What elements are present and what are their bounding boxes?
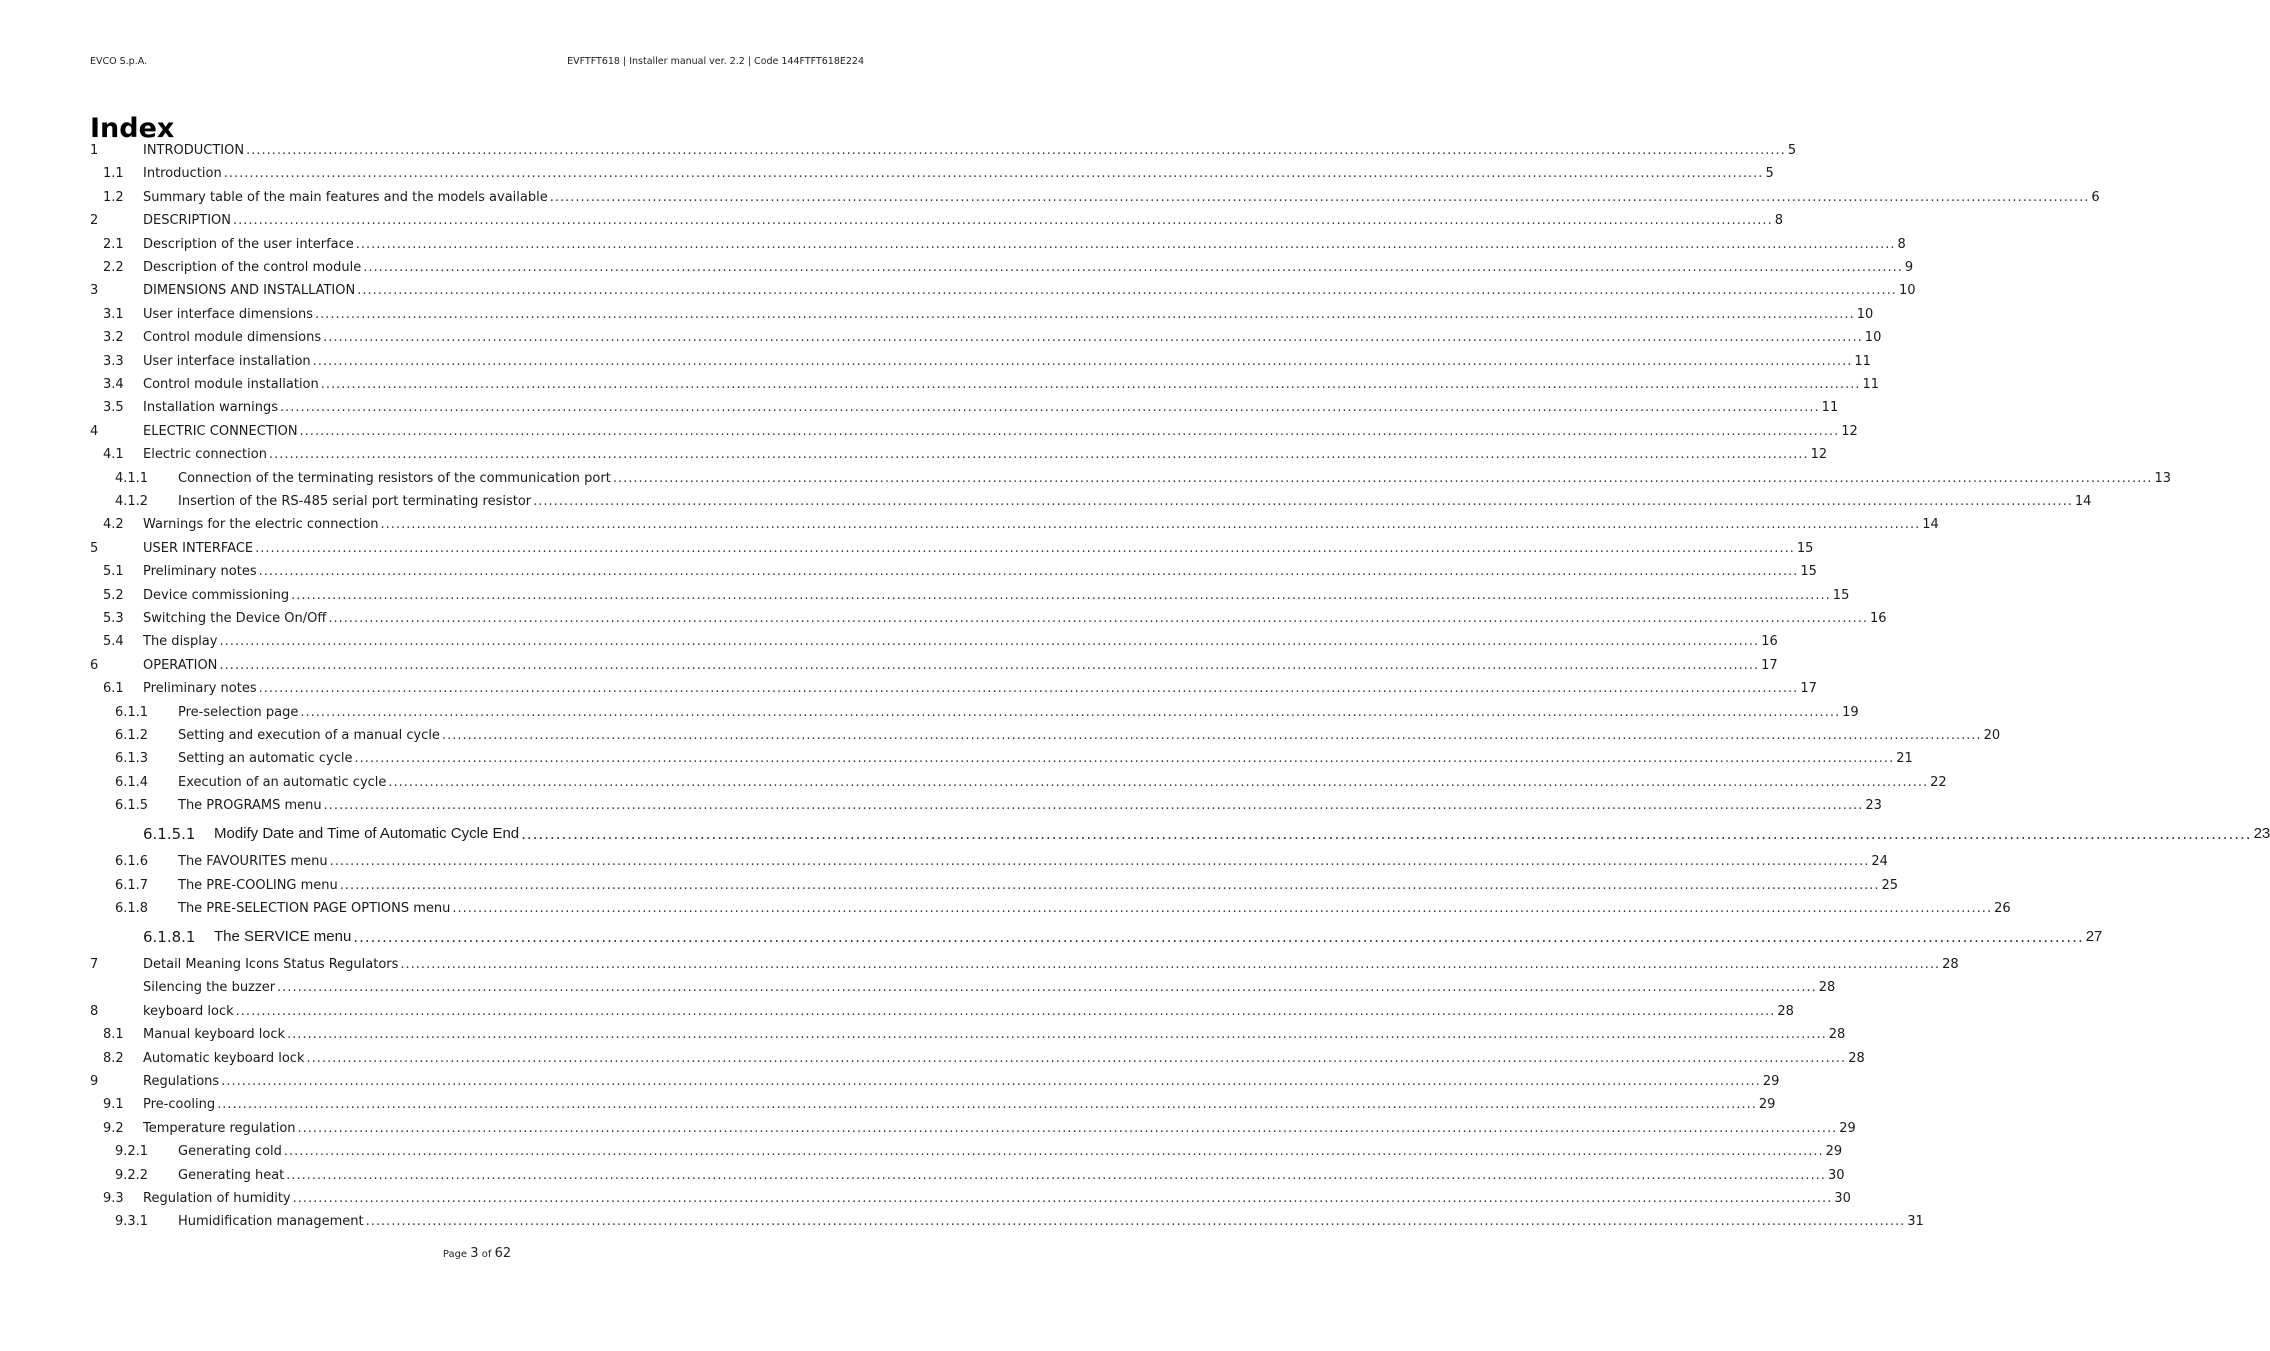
toc-entry-label: Setting an automatic cycle	[178, 751, 353, 767]
toc-entry[interactable]	[90, 516, 1939, 534]
toc-entry-line	[143, 1003, 1794, 1020]
toc-entry[interactable]	[90, 877, 1899, 895]
toc-entry-page: 13	[2154, 470, 2172, 486]
toc-entry-page: 22	[1930, 774, 1947, 790]
toc-entry-label: Description of the control module	[143, 260, 362, 275]
toc-entry-page: 11	[1854, 353, 1871, 369]
toc-entry-number: 4.2	[103, 517, 124, 533]
toc-leader-dots: ............................................................................................................................................................................................................................................................................................................	[283, 1144, 1824, 1160]
toc-entry-number: 3.3	[103, 353, 124, 369]
toc-entry[interactable]	[90, 1003, 1794, 1021]
toc-entry-label: Pre-selection page	[178, 704, 299, 720]
toc-entry-number: 6	[90, 657, 99, 673]
toc-leader-dots: ............................................................................................................................................................................................................................................................................................................	[287, 1027, 1827, 1043]
toc-leader-dots: ............................................................................................................................................................................................................................................................................................................	[235, 1003, 1776, 1019]
footer-current-page: 3	[470, 1246, 479, 1261]
toc-leader-dots: ............................................................................................................................................................................................................................................................................................................	[297, 1120, 1838, 1136]
toc-entry-number: 9.2	[103, 1120, 124, 1136]
toc-entry[interactable]	[90, 189, 2100, 207]
toc-entry[interactable]	[90, 306, 1874, 324]
toc-leader-dots: ............................................................................................................................................................................................................................................................................................................	[258, 681, 1799, 697]
toc-entry-page: 5	[1765, 166, 1774, 182]
toc-leader-dots: ............................................................................................................................................................................................................................................................................................................	[521, 825, 2252, 844]
toc-entry-page: 17	[1761, 657, 1778, 673]
toc-entry-number: 6.1.2	[115, 728, 149, 743]
toc-entry[interactable]	[90, 470, 2172, 488]
toc-entry[interactable]	[90, 1143, 1843, 1161]
toc-entry[interactable]	[90, 750, 1913, 768]
toc-entry-number: 6.1.6	[115, 854, 149, 870]
toc-entry-page: 8	[1774, 213, 1783, 229]
toc-leader-dots: ............................................................................................................................................................................................................................................................................................................	[219, 657, 1760, 673]
header-doc-ref: EVFTFT618 | Installer manual ver. 2.2 | Code 144FTFT618E224	[567, 56, 864, 67]
toc-entry-page: 15	[1796, 540, 1814, 556]
page-title: Index	[90, 113, 175, 144]
toc-leader-dots: ............................................................................................................................................................................................................................................................................................................	[323, 330, 1863, 346]
toc-entry-line	[178, 901, 2011, 917]
toc-leader-dots: ............................................................................................................................................................................................................................................................................................................	[365, 1214, 1906, 1230]
toc-entry-label: The FAVOURITES menu	[178, 854, 328, 870]
toc-entry-page: 26	[1994, 901, 2011, 916]
toc-leader-dots: ............................................................................................................................................................................................................................................................................................................	[323, 798, 1864, 814]
toc-entry[interactable]	[90, 423, 1858, 441]
toc-entry[interactable]	[90, 900, 2011, 918]
toc-entry[interactable]	[90, 165, 1774, 183]
toc-entry-number: 6.1.5.1	[143, 825, 196, 844]
toc-entry-page: 5	[1787, 143, 1797, 158]
toc-entry-page: 21	[1896, 751, 1913, 767]
toc-entry-page: 29	[1825, 1144, 1843, 1160]
toc-entry-label: User interface installation	[143, 353, 311, 369]
toc-entry-label: DIMENSIONS AND INSTALLATION	[143, 283, 356, 299]
toc-entry-label: INTRODUCTION	[143, 143, 245, 158]
toc-entry[interactable]	[90, 1120, 1856, 1138]
toc-entry-number: 5.4	[103, 634, 124, 650]
toc-entry-line	[178, 1214, 1924, 1230]
toc-entry-label: Connection of the terminating resistors of the communication port	[178, 470, 611, 486]
toc-entry-page: 24	[1871, 854, 1888, 870]
toc-entry-number: 6.1	[103, 681, 124, 697]
toc-entry-label: DESCRIPTION	[143, 213, 231, 229]
toc-entry-label: Summary table of the main features and the models available	[143, 189, 548, 205]
toc-entry-line	[178, 1144, 1843, 1160]
toc-entry-line	[143, 611, 1887, 627]
toc-entry-line	[143, 143, 1797, 159]
toc-entry-number: 9	[90, 1074, 99, 1089]
toc-leader-dots: ............................................................................................................................................................................................................................................................................................................	[292, 1191, 1833, 1206]
toc-leader-dots: ............................................................................................................................................................................................................................................................................................................	[306, 1050, 1847, 1066]
toc-entry-label: Execution of an automatic cycle	[178, 774, 387, 790]
toc-entry-label: Humidification management	[178, 1214, 364, 1230]
toc-entry-label: Setting and execution of a manual cycle	[178, 728, 440, 743]
toc-entry[interactable]	[90, 376, 1880, 394]
toc-leader-dots: ............................................................................................................................................................................................................................................................................................................	[328, 611, 1869, 626]
toc-entry-page: 11	[1821, 400, 1839, 416]
toc-leader-dots: ............................................................................................................................................................................................................................................................................................................	[400, 957, 1941, 972]
toc-entry[interactable]	[90, 1050, 1865, 1068]
toc-leader-dots: ............................................................................................................................................................................................................................................................................................................	[549, 189, 2090, 205]
toc-entry[interactable]	[90, 587, 1850, 605]
footer-of: of	[481, 1249, 492, 1260]
toc-leader-dots: ............................................................................................................................................................................................................................................................................................................	[246, 143, 1786, 158]
toc-entry-number: 3.1	[103, 306, 124, 322]
toc-entry[interactable]	[90, 853, 1888, 871]
toc-entry-label: Preliminary notes	[143, 681, 257, 697]
toc-entry-number: 4.1.2	[115, 494, 149, 509]
toc-entry-line	[143, 634, 1778, 650]
toc-entry[interactable]	[90, 540, 1814, 558]
page-footer	[0, 1246, 954, 1261]
toc-entry-line	[143, 517, 1939, 533]
toc-entry[interactable]	[90, 259, 1914, 277]
toc-entry-number: 8.2	[103, 1050, 124, 1066]
toc-leader-dots: ............................................................................................................................................................................................................................................................................................................	[291, 587, 1831, 603]
toc-leader-dots: ............................................................................................................................................................................................................................................................................................................	[312, 353, 1853, 369]
toc-entry-number: 7	[90, 957, 99, 972]
toc-entry-line	[178, 494, 2092, 510]
toc-entry-number: 2.1	[103, 236, 124, 252]
toc-entry-number: 9.1	[103, 1097, 124, 1113]
toc-entry-number: 6.1.1	[115, 704, 149, 720]
toc-entry[interactable]	[90, 493, 2092, 511]
toc-entry-number: 5.1	[103, 564, 124, 580]
toc-entry-line	[143, 213, 1783, 229]
toc-entry-label: Switching the Device On/Off	[143, 611, 327, 626]
toc-entry-label: Electric connection	[143, 447, 267, 463]
toc-entry[interactable]	[90, 563, 1817, 581]
toc-entry-line	[143, 587, 1850, 604]
toc-entry-page: 31	[1907, 1214, 1924, 1230]
toc-leader-dots: ............................................................................................................................................................................................................................................................................................................	[353, 928, 2084, 946]
toc-entry-page: 19	[1842, 704, 1859, 720]
toc-entry-line	[143, 353, 1871, 370]
toc-entry-label: Installation warnings	[143, 400, 278, 416]
toc-entry-page: 30	[1827, 1167, 1845, 1183]
toc-entry[interactable]	[90, 1190, 1851, 1208]
toc-entry-number: 4.1	[103, 447, 124, 463]
toc-entry-label: Description of the user interface	[143, 236, 354, 252]
toc-entry-line	[143, 306, 1874, 323]
toc-entry[interactable]	[90, 142, 1797, 160]
toc-entry-number: 6.1.8	[115, 901, 149, 916]
toc-entry[interactable]	[90, 928, 2103, 946]
toc-entry[interactable]	[90, 704, 1859, 722]
toc-leader-dots: ............................................................................................................................................................................................................................................................................................................	[223, 166, 1764, 182]
toc-entry-page: 28	[1828, 1027, 1846, 1043]
toc-entry-label: Automatic keyboard lock	[143, 1050, 305, 1066]
toc-entry[interactable]	[90, 212, 1783, 230]
toc-entry-label: Manual keyboard lock	[143, 1027, 286, 1043]
toc-entry-page: 15	[1832, 587, 1850, 603]
toc-leader-dots: ............................................................................................................................................................................................................................................................................................................	[279, 400, 1820, 416]
toc-leader-dots: ............................................................................................................................................................................................................................................................................................................	[299, 423, 1840, 439]
toc-leader-dots: ............................................................................................................................................................................................................................................................................................................	[363, 260, 1903, 275]
toc-entry[interactable]	[90, 610, 1887, 628]
toc-entry[interactable]	[90, 282, 1916, 300]
toc-leader-dots: ............................................................................................................................................................................................................................................................................................................	[612, 470, 2153, 486]
toc-entry-line	[214, 928, 2103, 946]
toc-entry-page: 20	[1983, 728, 2001, 743]
toc-leader-dots: ............................................................................................................................................................................................................................................................................................................	[258, 564, 1799, 580]
toc-leader-dots: ............................................................................................................................................................................................................................................................................................................	[233, 213, 1773, 229]
footer-total-pages: 62	[494, 1246, 512, 1261]
toc-entry-line	[143, 236, 1906, 253]
toc-entry-number: 6.1.8.1	[143, 928, 196, 946]
toc-entry-label: ELECTRIC CONNECTION	[143, 423, 298, 439]
toc-entry-label: The PRE-SELECTION PAGE OPTIONS menu	[178, 901, 451, 916]
toc-entry-page: 28	[1942, 957, 1959, 972]
toc-entry-number: 6.1.4	[115, 774, 149, 790]
toc-entry-label: Modify Date and Time of Automatic Cycle End	[214, 825, 520, 843]
toc-leader-dots: ............................................................................................................................................................................................................................................................................................................	[329, 854, 1870, 870]
toc-entry-page: 10	[1864, 330, 1882, 346]
toc-entry-number: 6.1.5	[115, 798, 149, 814]
toc-entry-page: 25	[1881, 877, 1899, 893]
toc-entry-page: 30	[1834, 1191, 1851, 1206]
toc-entry-page: 16	[1870, 611, 1887, 626]
toc-leader-dots: ............................................................................................................................................................................................................................................................................................................	[388, 774, 1929, 790]
toc-entry-line	[143, 1050, 1865, 1067]
toc-leader-dots: ............................................................................................................................................................................................................................................................................................................	[355, 236, 1896, 252]
toc-entry[interactable]	[90, 657, 1778, 675]
toc-entry-number: 4.1.1	[115, 470, 149, 486]
toc-entry-page: 9	[1904, 260, 1914, 275]
toc-leader-dots: ............................................................................................................................................................................................................................................................................................................	[380, 517, 1921, 533]
toc-entry[interactable]	[90, 979, 1836, 997]
toc-entry-label: The PROGRAMS menu	[178, 798, 322, 814]
toc-leader-dots: ............................................................................................................................................................................................................................................................................................................	[221, 1074, 1761, 1089]
toc-entry-label: Insertion of the RS-485 serial port terminating resistor	[178, 494, 532, 509]
toc-entry-line	[143, 980, 1836, 996]
toc-entry-line	[143, 957, 1959, 973]
toc-entry-number: 1.1	[103, 166, 124, 182]
toc-entry[interactable]	[90, 446, 1828, 464]
toc-entry-line	[178, 877, 1899, 894]
toc-entry-label: Introduction	[143, 166, 222, 182]
toc-leader-dots: ............................................................................................................................................................................................................................................................................................................	[357, 283, 1897, 299]
toc-entry-page: 16	[1761, 634, 1778, 650]
toc-leader-dots: ............................................................................................................................................................................................................................................................................................................	[320, 377, 1861, 392]
toc-entry-line	[178, 798, 1882, 814]
toc-entry-line	[214, 825, 2270, 844]
toc-entry-label: Silencing the buzzer	[143, 980, 276, 996]
toc-entry-page: 29	[1758, 1097, 1776, 1113]
toc-leader-dots: ............................................................................................................................................................................................................................................................................................................	[255, 540, 1795, 556]
toc-entry[interactable]	[90, 727, 2001, 745]
toc-leader-dots: ............................................................................................................................................................................................................................................................................................................	[300, 704, 1841, 720]
toc-entry[interactable]	[90, 1213, 1924, 1231]
toc-entry[interactable]	[90, 956, 1959, 974]
toc-entry-number: 3.2	[103, 330, 124, 346]
toc-entry-page: 23	[1865, 798, 1882, 814]
toc-entry-label: Regulations	[143, 1074, 220, 1089]
toc-entry-line	[143, 400, 1839, 416]
toc-entry[interactable]	[90, 329, 1882, 347]
toc-leader-dots: ............................................................................................................................................................................................................................................................................................................	[315, 306, 1855, 322]
toc-entry-line	[143, 423, 1858, 440]
toc-entry-line	[178, 728, 2001, 744]
toc-entry-line	[178, 751, 1913, 767]
toc-leader-dots: ............................................................................................................................................................................................................................................................................................................	[452, 901, 1993, 916]
toc-entry-line	[143, 189, 2100, 206]
toc-entry-line	[143, 681, 1817, 697]
toc-entry-page: 14	[2074, 494, 2092, 509]
toc-entry-line	[143, 657, 1778, 674]
toc-leader-dots: ............................................................................................................................................................................................................................................................................................................	[219, 634, 1760, 650]
toc-entry-line	[178, 774, 1947, 791]
toc-entry-number: 2.2	[103, 260, 124, 275]
toc-entry-page: 10	[1898, 283, 1916, 299]
toc-entry-number: 6.1.7	[115, 877, 149, 893]
toc-entry-label: Control module dimensions	[143, 330, 322, 346]
toc-entry-page: 29	[1762, 1074, 1780, 1089]
toc-entry-line	[143, 260, 1914, 276]
toc-entry-line	[143, 1027, 1846, 1043]
toc-entry-line	[143, 166, 1774, 182]
toc-entry-number: 9.2.2	[115, 1167, 149, 1183]
toc-entry[interactable]	[90, 1026, 1846, 1044]
toc-entry-page: 28	[1848, 1050, 1865, 1066]
toc-entry-page: 28	[1777, 1003, 1794, 1019]
toc-entry[interactable]	[90, 825, 2270, 844]
toc-entry-page: 12	[1810, 447, 1828, 463]
toc-entry-page: 15	[1800, 564, 1817, 580]
toc-entry[interactable]	[90, 353, 1871, 371]
toc-entry-number: 8.1	[103, 1027, 124, 1043]
toc-entry-label: Pre-cooling	[143, 1097, 216, 1113]
toc-leader-dots: ............................................................................................................................................................................................................................................................................................................	[268, 447, 1809, 463]
toc-entry-line	[178, 1167, 1845, 1184]
toc-entry[interactable]	[90, 633, 1778, 651]
toc-entry[interactable]	[90, 680, 1817, 698]
toc-entry-page: 6	[2091, 189, 2100, 205]
toc-entry-number: 5.3	[103, 611, 124, 626]
toc-entry-number: 5.2	[103, 587, 124, 603]
toc-leader-dots: ............................................................................................................................................................................................................................................................................................................	[286, 1167, 1826, 1183]
toc-entry-label: Preliminary notes	[143, 564, 257, 580]
toc-entry-line	[143, 564, 1817, 580]
toc-entry-label: USER INTERFACE	[143, 540, 254, 556]
toc-entry-label: Generating heat	[178, 1167, 285, 1183]
toc-entry-label: Control module installation	[143, 377, 319, 392]
toc-entry-line	[143, 377, 1880, 393]
toc-entry-line	[178, 704, 1859, 721]
toc-entry[interactable]	[90, 1096, 1776, 1114]
toc-entry[interactable]	[90, 774, 1947, 792]
toc-entry-label: The SERVICE menu	[214, 928, 352, 945]
toc-entry-page: 8	[1897, 236, 1906, 252]
toc-entry-label: keyboard lock	[143, 1003, 234, 1019]
toc-entry-page: 29	[1839, 1120, 1856, 1136]
toc-entry-number: 9.3.1	[115, 1214, 149, 1230]
toc-entry-page: 28	[1818, 980, 1836, 996]
toc-entry-number: 9.3	[103, 1191, 124, 1206]
toc-entry[interactable]	[90, 1073, 1780, 1091]
toc-entry-line	[143, 447, 1828, 463]
toc-entry-number: 4	[90, 423, 99, 439]
footer-prefix: Page	[442, 1249, 468, 1260]
toc-leader-dots: ............................................................................................................................................................................................................................................................................................................	[217, 1097, 1757, 1113]
toc-entry-number: 6.1.3	[115, 751, 149, 767]
toc-entry-number: 8	[90, 1003, 99, 1019]
toc-entry-line	[143, 283, 1916, 299]
toc-entry-label: Warnings for the electric connection	[143, 517, 379, 533]
toc-leader-dots: ............................................................................................................................................................................................................................................................................................................	[277, 980, 1817, 996]
toc-entry-number: 3.4	[103, 377, 124, 392]
toc-entry-line	[143, 1097, 1776, 1113]
toc-entry-label: Detail Meaning Icons Status Regulators	[143, 957, 399, 972]
toc-entry-page: 23	[2253, 825, 2270, 843]
toc-entry-page: 12	[1841, 423, 1858, 439]
toc-entry-number: 3	[90, 283, 99, 299]
toc-entry-page: 14	[1922, 517, 1939, 533]
toc-entry-label: The display	[143, 634, 218, 650]
toc-leader-dots: ............................................................................................................................................................................................................................................................................................................	[441, 728, 1982, 743]
toc-entry-page: 17	[1800, 681, 1817, 697]
toc-entry-number: 5	[90, 540, 99, 556]
toc-entry-label: User interface dimensions	[143, 306, 313, 322]
toc-entry-line	[143, 540, 1814, 557]
toc-entry-page: 27	[2085, 928, 2103, 945]
toc-leader-dots: ............................................................................................................................................................................................................................................................................................................	[354, 751, 1895, 767]
toc-entry-label: OPERATION	[143, 657, 218, 673]
toc-entry[interactable]	[90, 797, 1882, 815]
toc-entry[interactable]	[90, 399, 1839, 417]
toc-entry-line	[143, 1191, 1851, 1207]
toc-entry-label: The PRE-COOLING menu	[178, 877, 338, 893]
toc-entry[interactable]	[90, 1167, 1845, 1185]
toc-entry-line	[143, 1074, 1780, 1090]
toc-entry-line	[143, 330, 1882, 346]
toc-entry-line	[178, 854, 1888, 870]
toc-entry-label: Regulation of humidity	[143, 1191, 291, 1206]
toc-entry-number: 9.2.1	[115, 1144, 149, 1160]
toc-entry[interactable]	[90, 236, 1906, 254]
toc-entry-line	[178, 470, 2172, 487]
toc-entry-page: 11	[1862, 377, 1880, 392]
toc-entry-page: 10	[1856, 306, 1874, 322]
toc-entry-line	[143, 1120, 1856, 1137]
toc-entry-number: 2	[90, 213, 99, 229]
toc-entry-label: Generating cold	[178, 1144, 282, 1160]
toc-entry-number: 1.2	[103, 189, 124, 205]
toc-entry-number: 3.5	[103, 400, 124, 416]
header-company: EVCO S.p.A.	[90, 56, 148, 67]
toc-entry-label: Temperature regulation	[143, 1120, 296, 1136]
toc-leader-dots: ............................................................................................................................................................................................................................................................................................................	[339, 877, 1880, 893]
toc-leader-dots: ............................................................................................................................................................................................................................................................................................................	[533, 494, 2073, 509]
toc-entry-label: Device commissioning	[143, 587, 290, 603]
toc-entry-number: 1	[90, 143, 99, 158]
